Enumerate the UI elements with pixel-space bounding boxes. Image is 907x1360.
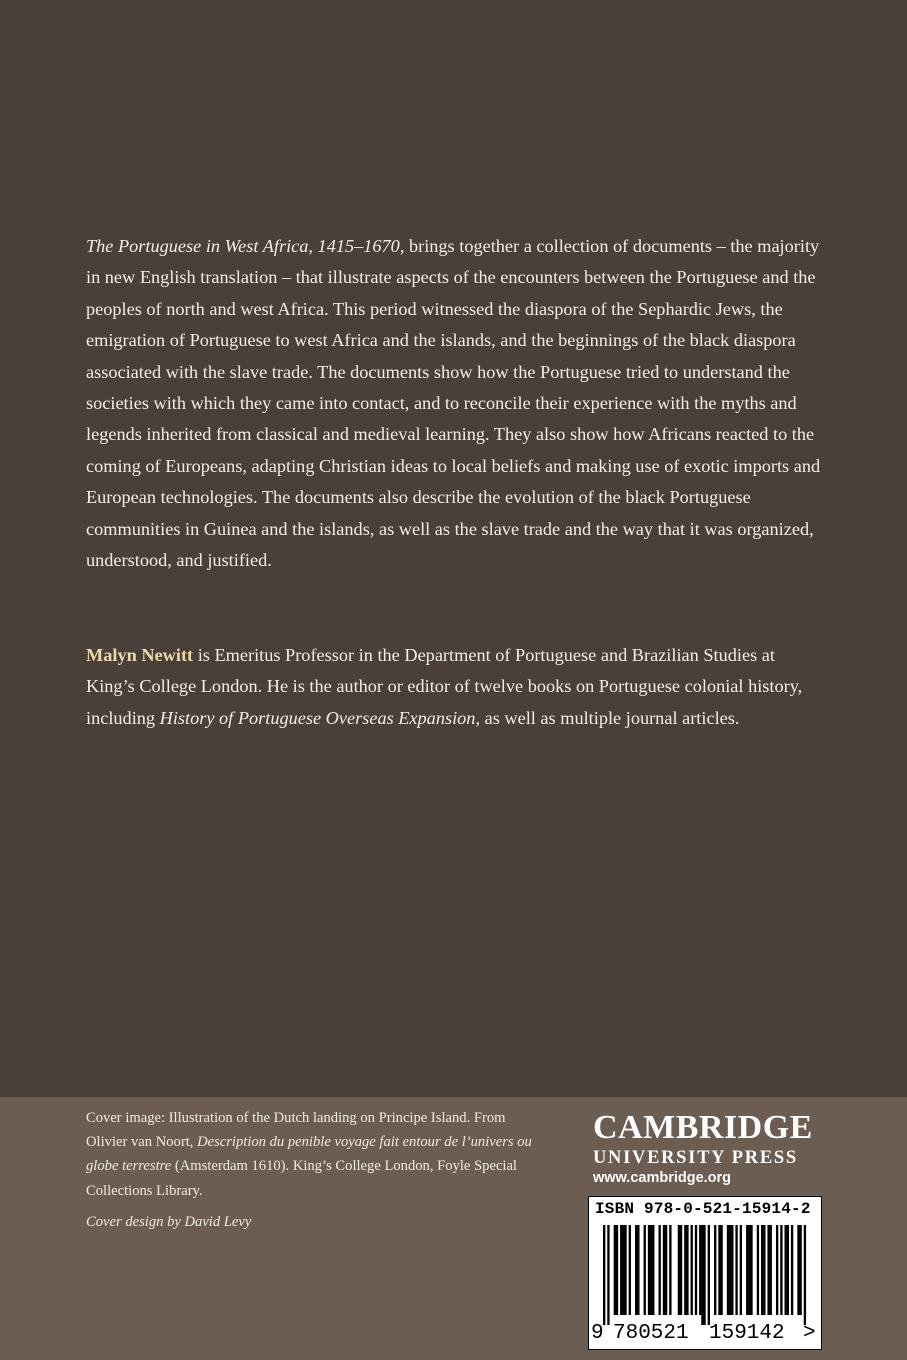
isbn-label: ISBN 978-0-521-15914-2	[595, 1200, 811, 1218]
barcode-bar	[729, 1225, 731, 1315]
barcode-bar	[620, 1225, 622, 1315]
barcode-bar	[787, 1225, 789, 1315]
barcode-bar	[708, 1225, 710, 1325]
barcode-bar	[746, 1225, 748, 1315]
barcode-bar	[603, 1225, 605, 1325]
barcode-bar	[767, 1225, 769, 1315]
credit-text: Cover image: Illustration of the Dutch landing on Principe Island. From Olivier van Noort,	[86, 1110, 506, 1151]
barcode-bar	[691, 1225, 693, 1315]
barcode-end-mark: >	[803, 1322, 816, 1345]
barcode-bar	[761, 1225, 763, 1315]
barcode-bar	[797, 1225, 799, 1315]
barcode-bar	[614, 1225, 616, 1315]
cover-image-credit	[86, 1106, 546, 1203]
author-bio-text-end: , as well as multiple journal articles.	[475, 707, 740, 728]
author-name: Malyn Newitt	[86, 645, 194, 665]
barcode-bar	[622, 1225, 624, 1315]
barcode-bar	[669, 1225, 671, 1315]
publisher-press: UNIVERSITY PRESS	[593, 1148, 798, 1168]
barcode-bar	[648, 1225, 650, 1315]
barcode-bars	[603, 1225, 808, 1325]
publisher-logo	[593, 1110, 823, 1170]
barcode-bar	[776, 1225, 778, 1315]
barcode-bar	[678, 1225, 680, 1315]
barcode-bar	[644, 1225, 646, 1315]
barcode-bar	[757, 1225, 759, 1315]
book-title: The Portuguese in West Africa, 1415–1670,	[86, 236, 405, 256]
barcode-bar	[718, 1225, 720, 1315]
author-bio-text: is Emeritus Professor in the Department of Portuguese and Brazilian Studies at King’s College London. He is the author or editor of twelve books on Portuguese colonial history, including	[86, 645, 803, 728]
barcode-bar	[780, 1225, 782, 1315]
barcode-bar	[703, 1225, 705, 1325]
barcode-bar	[616, 1225, 618, 1315]
barcode-bar	[650, 1225, 652, 1315]
barcode-bar	[695, 1225, 697, 1315]
author-bio	[86, 640, 826, 734]
credit-source-title: Description du penible voyage fait entour de l’univers ou globe terrestre	[86, 1134, 532, 1175]
barcode-bar	[624, 1225, 626, 1315]
barcode-bar	[665, 1225, 667, 1315]
barcode-bar	[735, 1225, 737, 1315]
barcode-bar	[701, 1225, 703, 1325]
barcode-bar	[785, 1225, 787, 1315]
barcode-bar	[684, 1225, 686, 1315]
barcode-bar	[714, 1225, 716, 1315]
book-description	[86, 231, 826, 576]
barcode-bar	[607, 1225, 609, 1325]
author-book-title: History of Portuguese Overseas Expansion	[159, 707, 476, 728]
barcode-bar	[791, 1225, 793, 1315]
barcode-bar	[629, 1225, 631, 1315]
barcode-bar	[686, 1225, 688, 1315]
barcode-bar	[659, 1225, 661, 1315]
isbn-barcode	[588, 1196, 822, 1350]
barcode-bar	[799, 1225, 801, 1315]
publisher-name: CAMBRIDGE	[593, 1109, 813, 1146]
barcode-bar	[680, 1225, 682, 1315]
barcode-bar	[770, 1225, 772, 1315]
barcode-bar	[750, 1225, 752, 1315]
credit-text-end: (Amsterdam 1610). King’s College London, Foyle Special Collections Library.	[86, 1158, 517, 1199]
barcode-bar	[731, 1225, 733, 1315]
barcode-bar	[748, 1225, 750, 1315]
barcode-digits-right: 159142	[709, 1322, 785, 1345]
barcode-bar	[699, 1225, 701, 1315]
barcode-bar	[804, 1225, 806, 1325]
barcode-bar	[652, 1225, 654, 1315]
description-text: brings together a collection of documents – the majority in new English translation – that illustrate aspects of the encounters between the Portuguese and the peoples of north and west Africa. This period witnessed the diaspora of the Sephardic Jews, the emigration of Portuguese to west Africa and the islands, and the beginnings of the black diaspora associated with the slave trade. The documents show how the Portuguese tried to understand the societies with which they came into contact, and to reconcile their experience with the myths and legends inherited from classical and medieval learning. They also show how Africans reacted to the coming of Europeans, adapting Christian ideas to local beliefs and making use of exotic imports and European technologies. The documents also describe the evolution of the black Portuguese communities in Guinea and the islands, as well as the slave trade and the way that it was organized, understood, and justified.	[86, 236, 821, 571]
barcode-digits-left: 780521	[613, 1322, 689, 1345]
barcode-bar	[727, 1225, 729, 1315]
barcode-digit-first: 9	[591, 1322, 604, 1345]
publisher-website: www.cambridge.org	[593, 1170, 732, 1186]
barcode-bar	[663, 1225, 665, 1315]
barcode-bar	[635, 1225, 637, 1315]
barcode-bar	[740, 1225, 742, 1315]
cover-designer-credit: Cover design by David Levy	[86, 1214, 252, 1230]
barcode-bar	[763, 1225, 765, 1315]
barcode-bar	[720, 1225, 722, 1315]
barcode-bar	[637, 1225, 639, 1315]
